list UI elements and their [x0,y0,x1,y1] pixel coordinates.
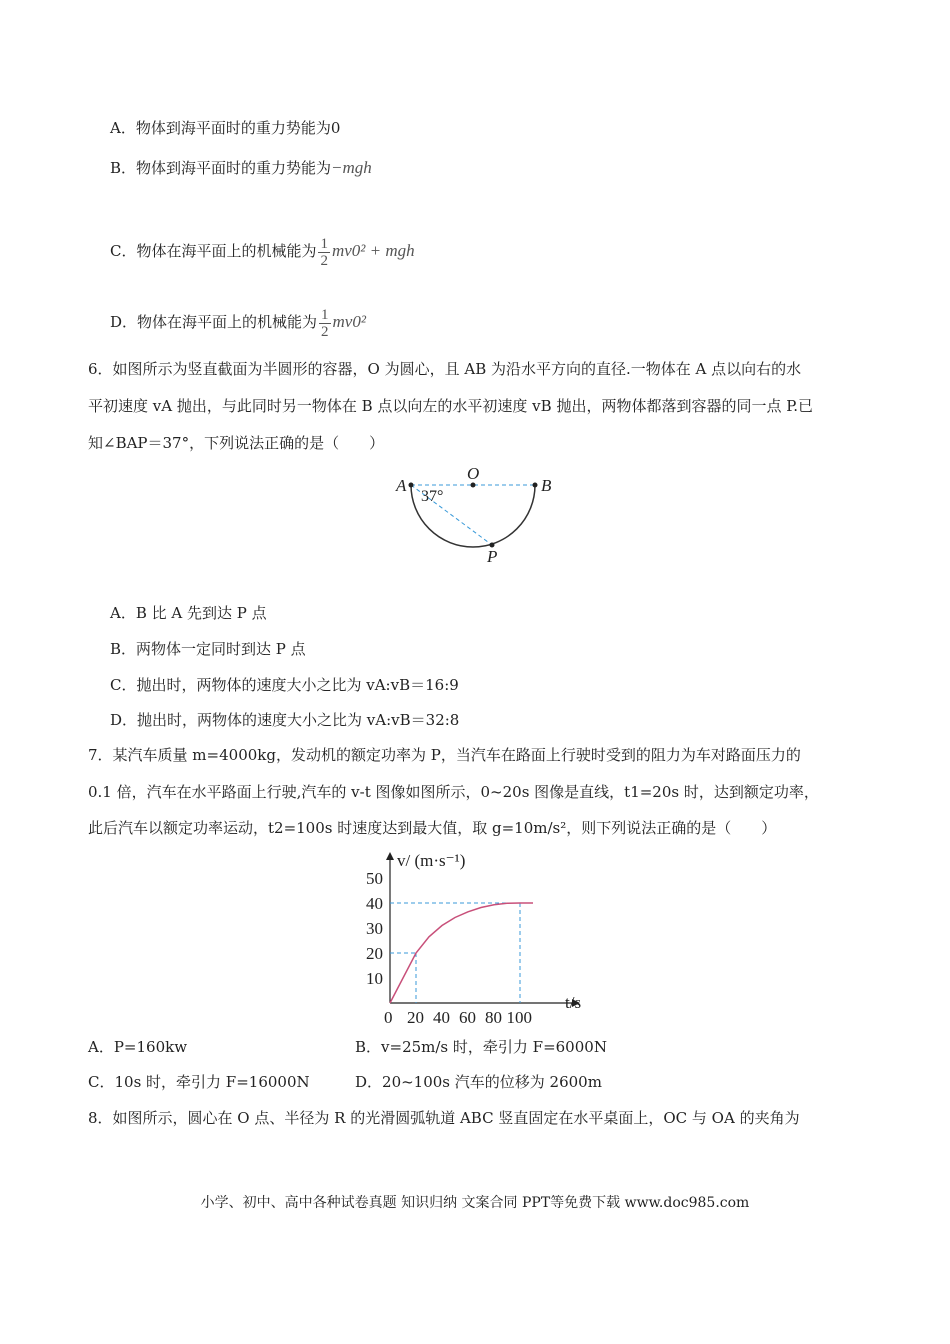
label-angle: 37° [421,488,444,505]
q5-option-c-math: mv0² + mgh [331,241,415,260]
q7-option-b: B．v=25m/s 时，牵引力 F=6000N [355,1038,607,1056]
point-o [471,483,476,488]
fraction-numerator: 1 [321,306,329,323]
q5-option-d-text: D．物体在海平面上的机械能为 [110,313,318,331]
y-tick-label: 20 [366,944,383,963]
label-a: A [396,476,407,495]
label-o: O [467,466,480,483]
y-tick-label: 50 [366,869,383,888]
x-axis-label: t/s [565,993,582,1012]
y-tick-label: 10 [366,969,383,988]
q7-option-c: C．10s 时，牵引力 F=16000N [88,1073,310,1091]
q6-stem-line1: 6．如图所示为竖直截面为半圆形的容器，O 为圆心，且 AB 为沿水平方向的直径.一物体在 A 点以向右的水 [88,360,802,378]
q7-stem-line3: 此后汽车以额定功率运动，t2=100s 时速度达到最大值，取 g=10m/s²，则下列说法正确的是（ ） [88,819,777,837]
q5-option-c-fraction [318,236,330,269]
label-b: B [541,476,552,495]
page-footer: 小学、初中、高中各种试卷真题 知识归纳 文案合同 PPT等免费下载 www.doc985.com [200,1195,750,1211]
q6-option-c: C．抛出时，两物体的速度大小之比为 vA:vB＝16:9 [110,676,459,694]
q6-stem-line2: 平初速度 vA 抛出，与此同时另一物体在 B 点以向左的水平初速度 vB 抛出，两物体都落到容器的同一点 P.已 [88,397,814,415]
q5-option-b-text: B．物体到海平面时的重力势能为 [110,159,332,177]
x-tick-label: 0 [384,1008,393,1026]
label-p: P [487,547,498,566]
fraction-denominator: 2 [320,252,328,269]
q5-option-d-math: mv0² [332,312,366,331]
q6-option-a: A．B 比 A 先到达 P 点 [110,604,267,622]
x-tick-label: 60 [459,1008,476,1026]
q5-option-a: A．物体到海平面时的重力势能为0 [110,119,341,137]
q7-stem-line1: 7．某汽车质量 m=4000kg，发动机的额定功率为 P，当汽车在路面上行驶时受到的阻力为车对路面压力的 [88,746,801,764]
q5-option-d-fraction [319,307,331,340]
x-tick-label: 40 [433,1008,450,1026]
fraction-numerator: 1 [320,235,328,252]
q7-option-a: A．P=160kw [88,1038,188,1056]
y-tick-label: 40 [366,894,383,913]
x-tick-label: 80 [485,1008,502,1026]
y-tick-label: 30 [366,919,383,938]
fraction-denominator: 2 [321,323,329,340]
x-tick-label: 20 [407,1008,424,1026]
q7-option-d: D．20~100s 汽车的位移为 2600m [355,1073,602,1091]
q5-option-d [110,300,366,344]
y-axis-arrow [386,852,394,860]
q6-stem-line3: 知∠BAP＝37°，下列说法正确的是（ ） [88,434,385,452]
point-b [533,483,538,488]
y-axis-label: v/ (m·s⁻¹) [397,851,466,870]
q8-stem-line1: 8．如图所示，圆心在 O 点、半径为 R 的光滑圆弧轨道 ABC 竖直固定在水平桌面上，OC 与 OA 的夹角为 [88,1109,800,1127]
q5-option-c [110,226,415,276]
q6-option-d: D．抛出时，两物体的速度大小之比为 vA:vB＝32:8 [110,711,460,729]
q7-stem-line2: 0.1 倍，汽车在水平路面上行驶,汽车的 v-t 图像如图所示，0~20s 图像是直线，t1=20s 时，达到额定功率， [88,783,819,801]
q5-option-b-math: −mgh [331,158,372,177]
q5-option-b [110,158,372,178]
q6-option-b: B．两物体一定同时到达 P 点 [110,640,306,658]
x-tick-label: 100 [506,1008,532,1026]
q5-option-c-text: C．物体在海平面上的机械能为 [110,242,317,260]
point-a [409,483,414,488]
q7-vt-chart [355,840,605,1026]
q6-semicircle-figure [390,466,570,572]
